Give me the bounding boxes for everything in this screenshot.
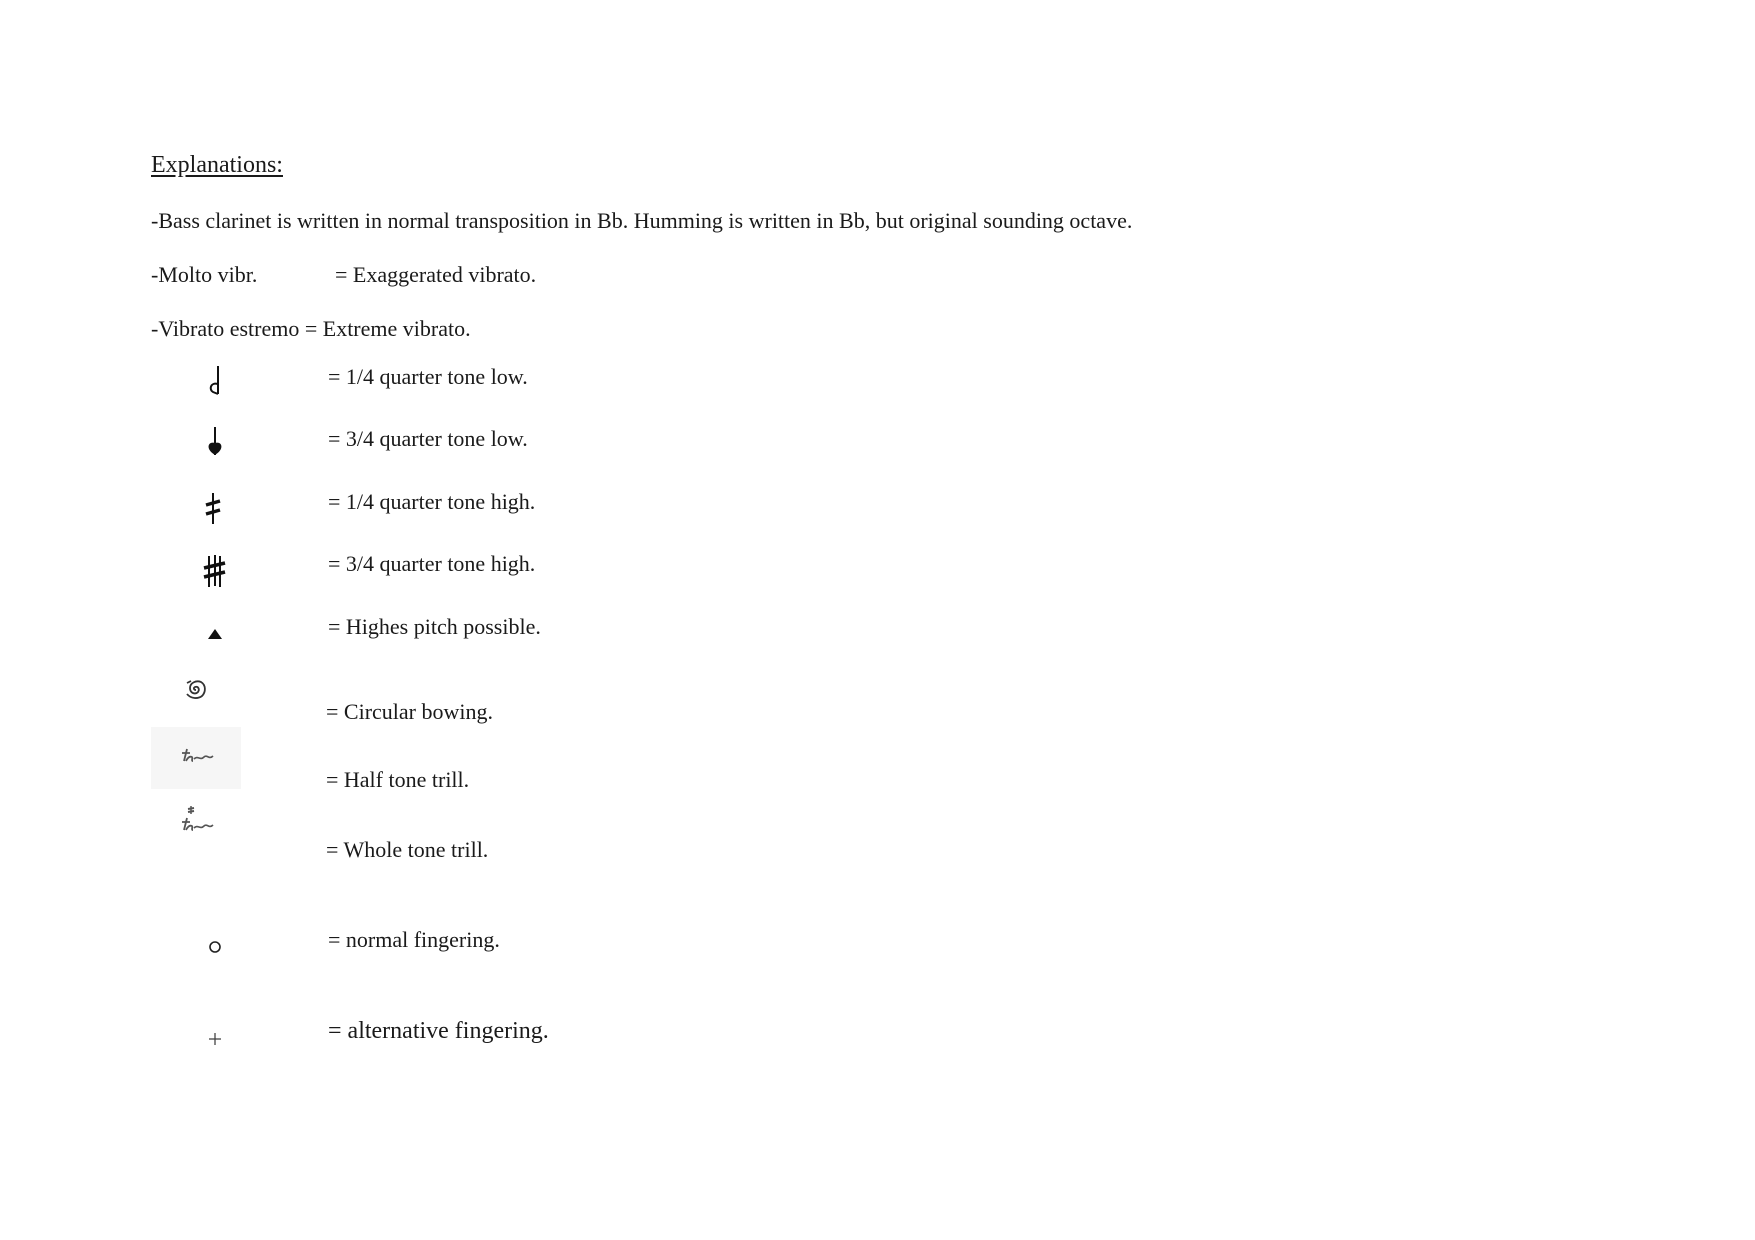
circular-bowing-spiral-icon xyxy=(176,669,216,709)
plus-icon xyxy=(195,1018,235,1058)
molto-vibr-term: -Molto vibr. xyxy=(151,262,258,287)
whole-tone-trill-icon xyxy=(176,800,220,840)
legend-text-three-quarter-flat: = 3/4 quarter tone low. xyxy=(328,426,528,451)
half-tone-trill-icon xyxy=(176,735,220,775)
legend-text-quarter-sharp: = 1/4 quarter tone high. xyxy=(328,489,536,514)
legend-text-quarter-flat: = 1/4 quarter tone low. xyxy=(328,364,528,389)
three-quarter-sharp-icon xyxy=(194,551,234,591)
three-quarter-flat-icon xyxy=(195,421,235,461)
legend-text-alternative-fingering: = alternative fingering. xyxy=(328,1018,549,1044)
legend-text-half-tone-trill: = Half tone trill. xyxy=(326,767,470,792)
bass-clarinet-note: -Bass clarinet is written in normal transposition in Bb. Humming is written in Bb, but original sounding octave. xyxy=(151,208,1133,233)
legend-text-circular-bowing: = Circular bowing. xyxy=(326,699,493,724)
legend-text-normal-fingering: = normal fingering. xyxy=(328,927,500,952)
legend-text-highest-pitch: = Highes pitch possible. xyxy=(328,614,541,639)
molto-vibr-definition: = Exaggerated vibrato. xyxy=(335,262,537,287)
quarter-flat-icon xyxy=(195,360,235,400)
open-circle-icon xyxy=(195,926,235,966)
quarter-sharp-icon xyxy=(193,488,233,528)
filled-triangle-icon xyxy=(195,614,235,654)
legend-text-three-quarter-sharp: = 3/4 quarter tone high. xyxy=(328,551,536,576)
legend-text-whole-tone-trill: = Whole tone trill. xyxy=(326,837,489,862)
vibrato-estremo-note: -Vibrato estremo = Extreme vibrato. xyxy=(151,316,471,341)
page-title: Explanations: xyxy=(151,152,283,178)
